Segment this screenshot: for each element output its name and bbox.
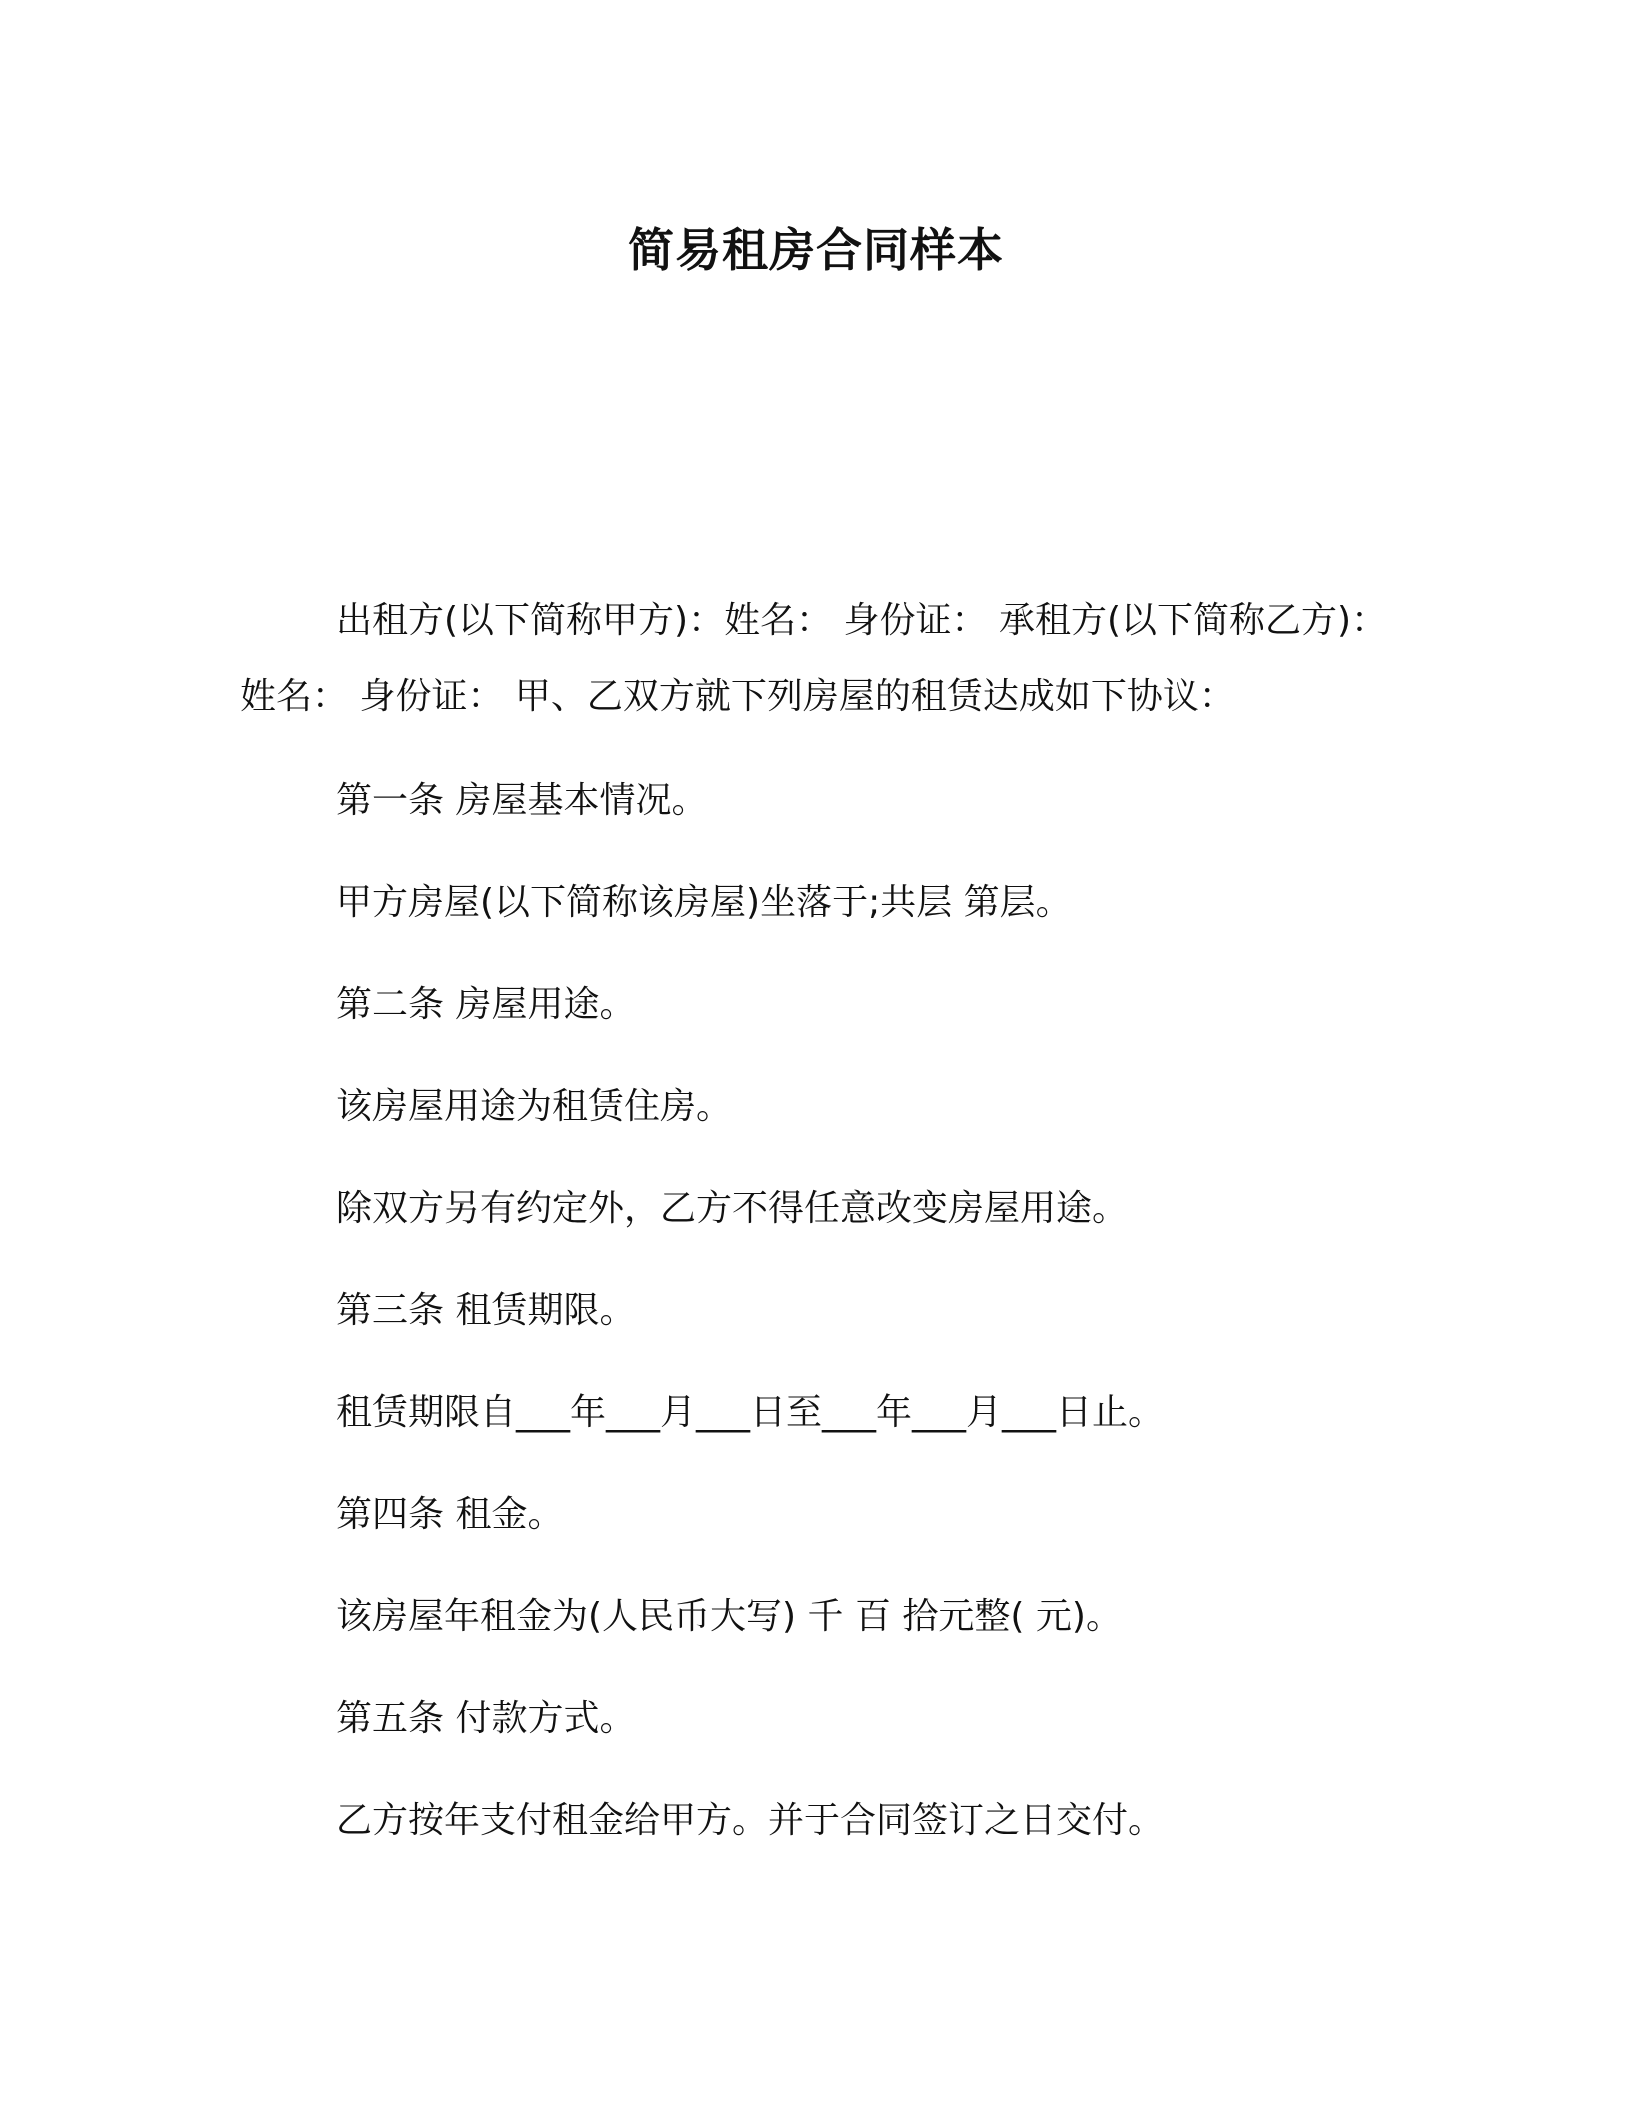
article-1-heading: 第一条 房屋基本情况。 <box>336 780 708 821</box>
paragraph-article-4 <box>240 1476 1400 1554</box>
intro-paragraph <box>240 582 1400 660</box>
use-restriction-text: 除双方另有约定外，乙方不得任意改变房屋用途。 <box>336 1188 1129 1229</box>
paragraph-payment-method <box>240 1782 1400 1860</box>
paragraph-article-2 <box>240 966 1400 1044</box>
document-title: 简易租房合同样本 <box>628 223 1004 277</box>
paragraph-article-3 <box>240 1272 1400 1350</box>
paragraph-use-restriction <box>240 1170 1400 1248</box>
payment-method-text: 乙方按年支付租金给甲方。并于合同签订之日交付。 <box>336 1800 1165 1841</box>
article-3-heading: 第三条 租赁期限。 <box>336 1290 636 1331</box>
paragraph-house-location <box>240 864 1400 942</box>
article-2-heading: 第二条 房屋用途。 <box>336 984 636 1025</box>
paragraph-rent-amount <box>240 1578 1400 1656</box>
intro-paragraph-continued <box>240 658 1400 736</box>
article-4-heading: 第四条 租金。 <box>336 1494 564 1535</box>
article-5-heading: 第五条 付款方式。 <box>336 1698 636 1739</box>
intro-line-1: 出租方(以下简称甲方)：姓名： 身份证： 承租方(以下简称乙方)： <box>336 600 1388 641</box>
house-location-text: 甲方房屋(以下简称该房屋)坐落于;共层 第层。 <box>336 882 1072 923</box>
paragraph-article-1 <box>240 762 1400 840</box>
paragraph-lease-term <box>240 1374 1400 1452</box>
rent-amount-text: 该房屋年租金为(人民币大写) 千 百 拾元整( 元)。 <box>336 1596 1122 1637</box>
paragraph-house-use <box>240 1068 1400 1146</box>
paragraph-article-5 <box>240 1680 1400 1758</box>
intro-line-2: 姓名： 身份证： 甲、乙双方就下列房屋的租赁达成如下协议： <box>240 676 1235 717</box>
lease-term-text: 租赁期限自___年___月___日至___年___月___日止。 <box>336 1392 1165 1433</box>
house-use-text: 该房屋用途为租赁住房。 <box>336 1086 733 1127</box>
